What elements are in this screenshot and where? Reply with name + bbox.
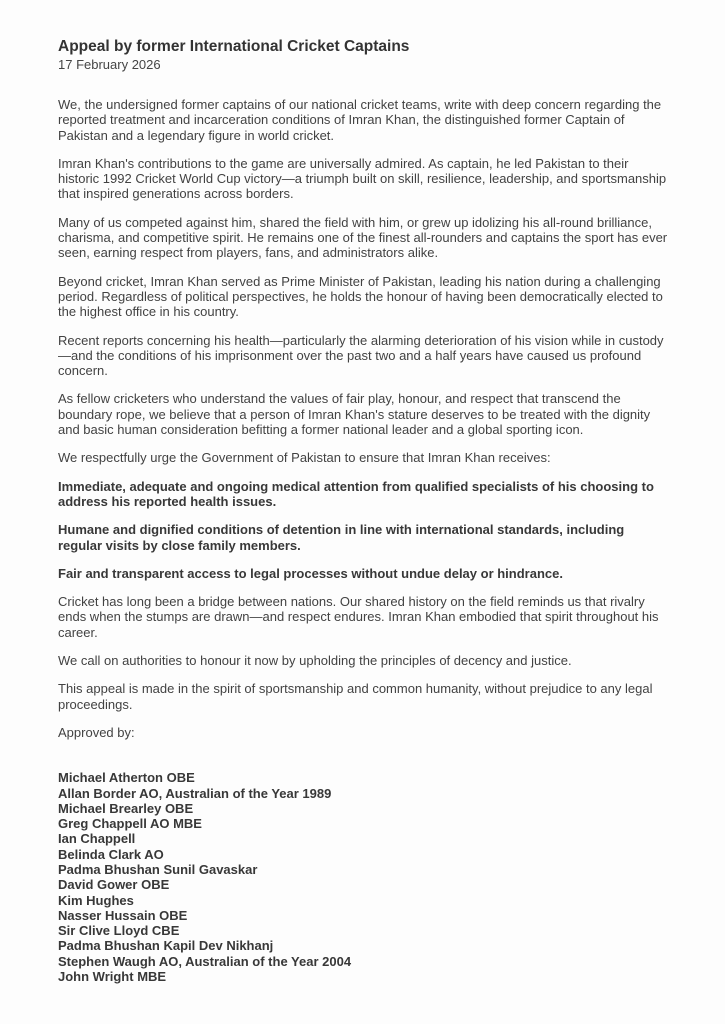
document-title: Appeal by former International Cricket Captains [58, 38, 410, 55]
demand-paragraph: Immediate, adequate and ongoing medical attention from qualified specialists of his choosing to address his reported health issues. [58, 478, 654, 509]
approved-by-label: Approved by: [58, 724, 135, 740]
signatory-name: John Wright MBE [58, 969, 167, 985]
signatory-name: Stephen Waugh AO, Australian of the Year 2004 [58, 953, 352, 969]
signatory-name: Michael Atherton OBE [58, 770, 195, 786]
signatory-name: Allan Border AO, Australian of the Year 1989 [58, 785, 332, 801]
document-body [58, 97, 670, 712]
document-date: 17 February 2026 [58, 57, 161, 72]
body-paragraph: This appeal is made in the spirit of sportsmanship and common humanity, without prejudice to any legal proceedings. [58, 681, 653, 712]
body-paragraph: Cricket has long been a bridge between nations. Our shared history on the field reminds us that rivalry ends when the stumps are drawn—and respect endures. Imran Khan embodied that spirit throughout his career. [58, 594, 659, 640]
body-paragraph: Recent reports concerning his health—particularly the alarming deterioration of his vision while in custody—and the conditions of his imprisonment over the past two and a half years have caused us profound concern. [58, 332, 664, 379]
body-paragraph: Many of us competed against him, shared the field with him, or grew up idolizing his all-round brilliance, charisma, and competitive spirit. He remains one of the finest all-rounders and captains the sport has ever seen, earning respect from players, fans, and administrators alike. [58, 214, 668, 261]
body-paragraph: We call on authorities to honour it now by upholding the principles of decency and justice. [58, 653, 572, 669]
demand-paragraph: Fair and transparent access to legal processes without undue delay or hindrance. [58, 565, 563, 581]
signatory-name: Nasser Hussain OBE [58, 907, 188, 923]
signatory-name: Michael Brearley OBE [58, 800, 194, 816]
body-paragraph: As fellow cricketers who understand the values of fair play, honour, and respect that transcend the boundary rope, we believe that a person of Imran Khan's stature deserves to be treated with the dignity and basic human consideration befitting a former national leader and a global sporting icon. [58, 391, 651, 438]
signatory-name: Greg Chappell AO MBE [58, 816, 202, 832]
body-paragraph: We respectfully urge the Government of Pakistan to ensure that Imran Khan receives: [58, 450, 551, 466]
demand-paragraph: Humane and dignified conditions of detention in line with international standards, including regular visits by close family members. [58, 522, 625, 553]
signatory-name: David Gower OBE [58, 877, 170, 893]
signatory-name: Belinda Clark AO [58, 846, 164, 862]
signatory-name: Sir Clive Lloyd CBE [58, 923, 180, 939]
signatory-name: Kim Hughes [58, 892, 134, 908]
body-paragraph: Imran Khan's contributions to the game are universally admired. As captain, he led Pakistan to their historic 1992 Cricket World Cup victory—a triumph built on skill, resilience, leadership, and sportsmanship that inspired generations across borders. [58, 155, 667, 202]
signatory-name: Padma Bhushan Sunil Gavaskar [58, 861, 258, 877]
signatory-name: Padma Bhushan Kapil Dev Nikhanj [58, 938, 274, 954]
body-paragraph: We, the undersigned former captains of our national cricket teams, write with deep concern regarding the reported treatment and incarceration conditions of Imran Khan, the distinguished former Captain of Pakistan and a legendary figure in world cricket. [58, 97, 662, 143]
body-paragraph: Beyond cricket, Imran Khan served as Prime Minister of Pakistan, leading his nation during a challenging period. Regardless of political perspectives, he holds the honour of having been democratically elected to the highest office in his country. [58, 273, 663, 320]
signatories-list [58, 770, 670, 984]
signatory-name: Ian Chappell [58, 831, 136, 847]
